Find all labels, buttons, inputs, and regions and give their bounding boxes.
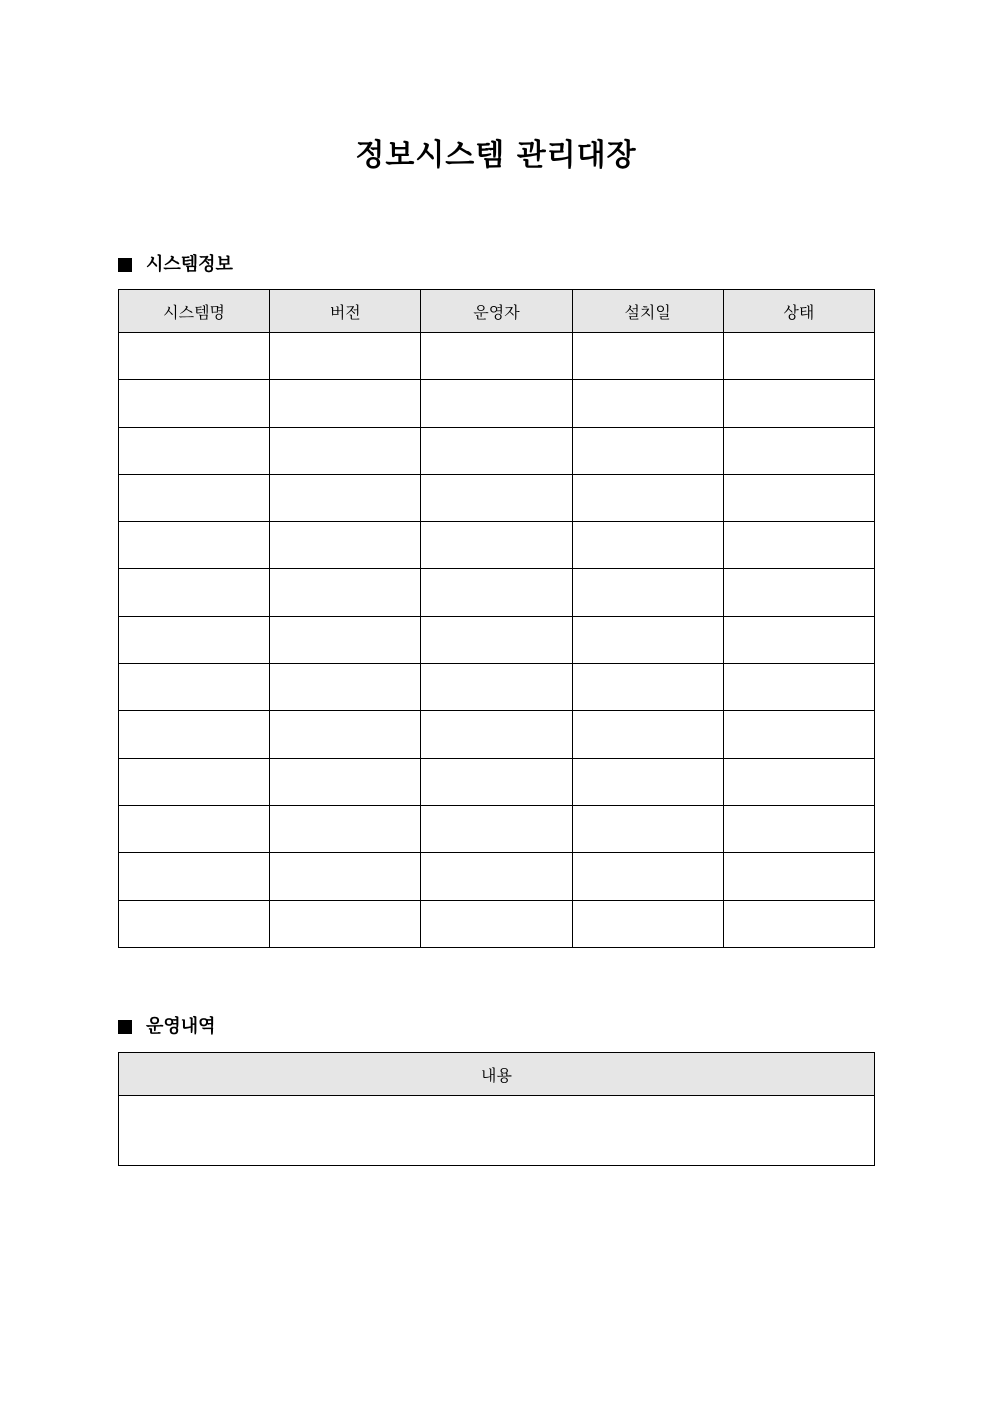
table-cell[interactable] bbox=[723, 758, 874, 805]
table-cell[interactable] bbox=[723, 333, 874, 380]
table-cell[interactable] bbox=[421, 900, 572, 947]
table-cell[interactable] bbox=[421, 569, 572, 616]
table-header-row bbox=[119, 1053, 875, 1096]
table-cell[interactable] bbox=[270, 711, 421, 758]
table-cell[interactable] bbox=[421, 474, 572, 521]
table-row bbox=[119, 758, 875, 805]
table-cell[interactable] bbox=[119, 758, 270, 805]
table-cell[interactable] bbox=[723, 569, 874, 616]
table-row bbox=[119, 333, 875, 380]
table-cell[interactable] bbox=[421, 380, 572, 427]
table-cell[interactable] bbox=[723, 522, 874, 569]
table-cell[interactable] bbox=[270, 758, 421, 805]
table-row bbox=[119, 380, 875, 427]
column-header-install-date: 설치일 bbox=[572, 290, 723, 333]
table-cell[interactable] bbox=[723, 805, 874, 852]
table-cell[interactable] bbox=[421, 522, 572, 569]
column-header-content: 내용 bbox=[119, 1053, 875, 1096]
table-row bbox=[119, 474, 875, 521]
table-cell[interactable] bbox=[119, 616, 270, 663]
table-cell[interactable] bbox=[119, 522, 270, 569]
column-header-operator: 운영자 bbox=[421, 290, 572, 333]
system-info-table bbox=[118, 289, 875, 948]
table-cell[interactable] bbox=[572, 805, 723, 852]
table-cell[interactable] bbox=[119, 333, 270, 380]
table-cell[interactable] bbox=[723, 900, 874, 947]
table-cell[interactable] bbox=[572, 427, 723, 474]
column-header-system-name: 시스템명 bbox=[119, 290, 270, 333]
table-header-row bbox=[119, 290, 875, 333]
table-cell[interactable] bbox=[572, 664, 723, 711]
table-cell[interactable] bbox=[572, 616, 723, 663]
operations-table-body bbox=[119, 1096, 875, 1166]
table-cell[interactable] bbox=[270, 853, 421, 900]
table-cell[interactable] bbox=[421, 664, 572, 711]
table-cell[interactable] bbox=[421, 711, 572, 758]
document-title: 정보시스템 관리대장 bbox=[355, 138, 637, 173]
table-cell[interactable] bbox=[270, 616, 421, 663]
table-row bbox=[119, 853, 875, 900]
table-row bbox=[119, 711, 875, 758]
table-cell[interactable] bbox=[723, 474, 874, 521]
table-row bbox=[119, 569, 875, 616]
table-cell[interactable] bbox=[572, 474, 723, 521]
column-header-version: 버전 bbox=[270, 290, 421, 333]
table-cell[interactable] bbox=[270, 900, 421, 947]
table-cell[interactable] bbox=[119, 853, 270, 900]
square-bullet-icon bbox=[118, 1020, 132, 1034]
table-row bbox=[119, 805, 875, 852]
table-cell[interactable] bbox=[723, 427, 874, 474]
table-cell[interactable] bbox=[572, 900, 723, 947]
table-cell[interactable] bbox=[270, 522, 421, 569]
table-cell[interactable] bbox=[421, 427, 572, 474]
table-cell[interactable] bbox=[119, 900, 270, 947]
table-cell[interactable] bbox=[723, 853, 874, 900]
table-cell[interactable] bbox=[119, 427, 270, 474]
table-row bbox=[119, 900, 875, 947]
table-cell[interactable] bbox=[270, 664, 421, 711]
table-cell[interactable] bbox=[119, 664, 270, 711]
table-cell[interactable] bbox=[119, 1096, 875, 1166]
section-heading-system-info bbox=[118, 253, 233, 277]
table-cell[interactable] bbox=[270, 380, 421, 427]
table-cell[interactable] bbox=[119, 380, 270, 427]
square-bullet-icon bbox=[118, 258, 132, 272]
table-cell[interactable] bbox=[572, 380, 723, 427]
table-cell[interactable] bbox=[723, 711, 874, 758]
table-cell[interactable] bbox=[723, 664, 874, 711]
table-cell[interactable] bbox=[270, 427, 421, 474]
section-heading-operations bbox=[118, 1015, 216, 1039]
table-cell[interactable] bbox=[119, 474, 270, 521]
system-info-table-body bbox=[119, 333, 875, 948]
table-cell[interactable] bbox=[572, 522, 723, 569]
table-cell[interactable] bbox=[421, 853, 572, 900]
table-row bbox=[119, 522, 875, 569]
table-cell[interactable] bbox=[270, 333, 421, 380]
table-cell[interactable] bbox=[270, 569, 421, 616]
table-cell[interactable] bbox=[119, 805, 270, 852]
table-cell[interactable] bbox=[270, 805, 421, 852]
operations-table bbox=[118, 1052, 875, 1166]
table-cell[interactable] bbox=[421, 805, 572, 852]
table-cell[interactable] bbox=[421, 616, 572, 663]
table-row bbox=[119, 1096, 875, 1166]
table-cell[interactable] bbox=[421, 758, 572, 805]
section-heading-label: 시스템정보 bbox=[146, 254, 233, 275]
table-cell[interactable] bbox=[572, 758, 723, 805]
column-header-status: 상태 bbox=[723, 290, 874, 333]
table-cell[interactable] bbox=[572, 853, 723, 900]
table-row bbox=[119, 616, 875, 663]
table-cell[interactable] bbox=[421, 333, 572, 380]
table-cell[interactable] bbox=[119, 711, 270, 758]
table-cell[interactable] bbox=[572, 569, 723, 616]
table-cell[interactable] bbox=[572, 711, 723, 758]
table-cell[interactable] bbox=[119, 569, 270, 616]
table-cell[interactable] bbox=[572, 333, 723, 380]
table-row bbox=[119, 427, 875, 474]
table-row bbox=[119, 664, 875, 711]
table-cell[interactable] bbox=[270, 474, 421, 521]
table-cell[interactable] bbox=[723, 380, 874, 427]
table-cell[interactable] bbox=[723, 616, 874, 663]
section-heading-label: 운영내역 bbox=[146, 1016, 216, 1037]
